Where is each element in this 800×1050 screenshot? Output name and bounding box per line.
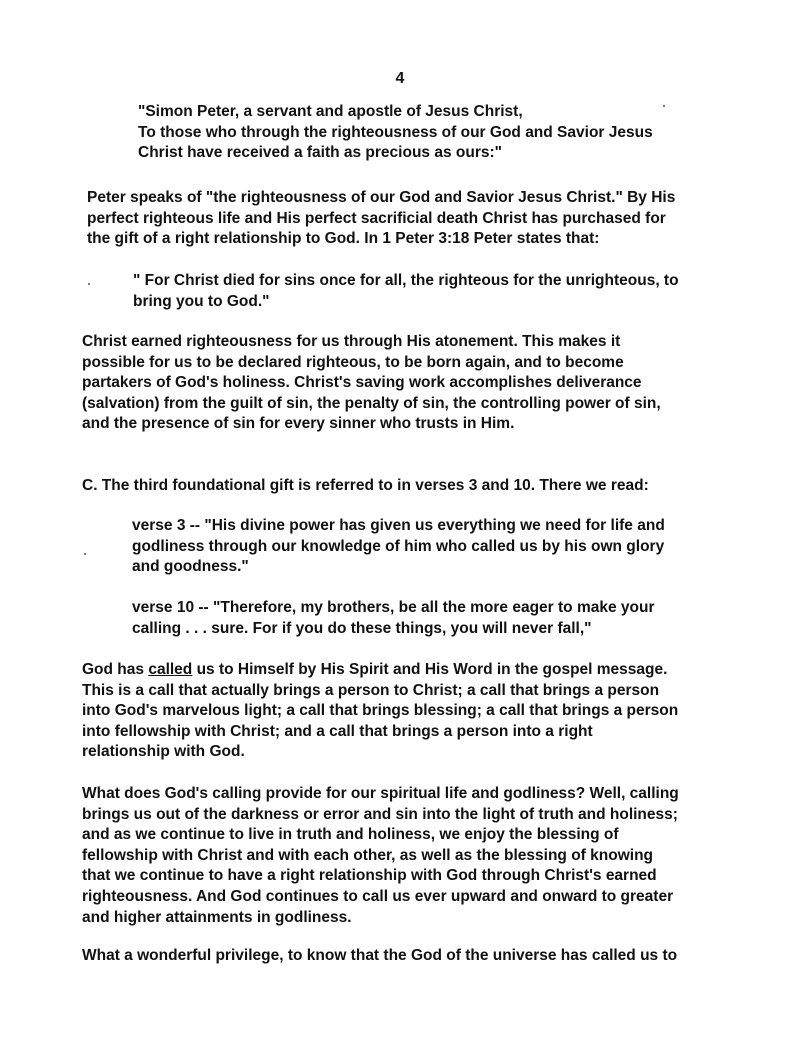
paragraph-line: the gift of a right relationship to God. In 1 Peter 3:18 Peter states that: xyxy=(87,230,600,248)
paragraph-line: and higher attainments in godliness. xyxy=(82,908,352,926)
quote-line: verse 10 -- "Therefore, my brothers, be all the more eager to make your xyxy=(132,599,655,616)
paragraph-line: (salvation) from the guilt of sin, the penalty of sin, the controlling power of sin, xyxy=(82,394,661,412)
quote-line: verse 3 -- "His divine power has given us everything we need for life and xyxy=(132,517,665,534)
text-run: God has xyxy=(82,661,149,678)
paragraph-line: partakers of God's holiness. Christ's saving work accomplishes deliverance xyxy=(82,374,642,392)
paragraph-line: What a wonderful privilege, to know that the God of the universe has called us to xyxy=(82,947,678,964)
scan-speck xyxy=(88,283,90,285)
paragraph-line: possible for us to be declared righteous, to be born again, and to become xyxy=(82,353,624,371)
section-c-heading xyxy=(82,476,649,497)
quote-line: godliness through our knowledge of him who called us by his own glory xyxy=(132,537,665,555)
underlined-word: called xyxy=(148,661,193,678)
paragraph-line: Peter speaks of "the righteousness of our God and Savior Jesus Christ." By His xyxy=(87,189,676,206)
paragraph-line: relationship with God. xyxy=(82,743,245,761)
quote-line: "Simon Peter, a servant and apostle of Jesus Christ, xyxy=(138,103,523,120)
quote-line: bring you to God." xyxy=(133,292,270,310)
paragraph-line: righteousness. And God continues to call us ever upward and onward to greater xyxy=(82,887,674,905)
quote-line: To those who through the righteousness of our God and Savior Jesus xyxy=(138,123,653,141)
paragraph-atonement xyxy=(82,332,661,435)
paragraph-line: into God's marvelous light; a call that brings blessing; a call that brings a person xyxy=(82,702,679,720)
quote-line: " For Christ died for sins once for all, the righteous for the unrighteous, to xyxy=(133,272,679,289)
paragraph-line: and the presence of sin for every sinner who trusts in Him. xyxy=(82,415,515,433)
text-run: us to Himself by His Spirit and His Word in the gospel message. xyxy=(192,661,668,678)
paragraph-line: What does God's calling provide for our spiritual life and godliness? Well, calling xyxy=(82,785,679,802)
paragraph-calling xyxy=(82,660,678,763)
paragraph-line: fellowship with Christ and with each other, as well as the blessing of knowing xyxy=(82,846,654,864)
paragraph-line: Christ earned righteousness for us through His atonement. This makes it xyxy=(82,333,621,350)
quote-simon-peter xyxy=(138,102,653,164)
quote-line: calling . . . sure. For if you do these things, you will never fall," xyxy=(132,619,592,637)
paragraph-line: perfect righteous life and His perfect sacrificial death Christ has purchased for xyxy=(87,209,666,227)
paragraph-line: that we continue to have a right relationship with God through Christ's earned xyxy=(82,867,657,885)
scan-speck xyxy=(663,105,665,107)
section-c-text: C. The third foundational gift is referred to in verses 3 and 10. There we read: xyxy=(82,477,649,494)
paragraph-line xyxy=(82,660,678,681)
quote-line: Christ have received a faith as precious as ours:" xyxy=(138,144,502,162)
paragraph-line: brings us out of the darkness or error and sin into the light of truth and holiness; xyxy=(82,805,678,823)
paragraph-line: and as we continue to live in truth and holiness, we enjoy the blessing of xyxy=(82,826,619,844)
quote-line: and goodness." xyxy=(132,558,249,576)
paragraph-righteousness xyxy=(87,188,675,250)
paragraph-line: This is a call that actually brings a person to Christ; a call that brings a person xyxy=(82,681,660,699)
paragraph-what-does-calling-provide xyxy=(82,784,679,928)
paragraph-wonderful-privilege xyxy=(82,946,677,967)
page-number: 4 xyxy=(395,70,405,87)
quote-verse-3 xyxy=(132,516,665,578)
scan-speck xyxy=(84,553,86,555)
paragraph-line: into fellowship with Christ; and a call that brings a person into a right xyxy=(82,722,593,740)
quote-verse-10 xyxy=(132,598,654,639)
quote-christ-died xyxy=(133,271,679,312)
